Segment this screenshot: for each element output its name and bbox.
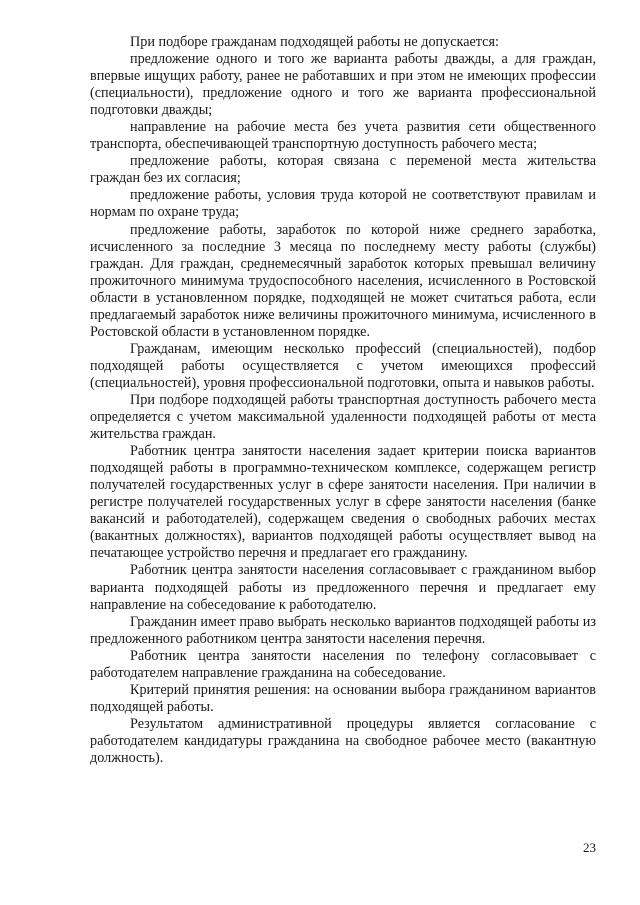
paragraph-list-item: направление на рабочие места без учета развития сети общественного транспорта, обеспечивающей транспортную доступность рабочего места; [90, 119, 596, 153]
paragraph: Работник центра занятости населения по телефону согласовывает с работодателем направление гражданина на собеседование. [90, 647, 596, 681]
paragraph-list-item: предложение работы, условия труда которой не соответствуют правилам и нормам по охране труда; [90, 187, 596, 221]
paragraph-list-item: предложение работы, которая связана с переменой места жительства граждан без их согласия; [90, 153, 596, 187]
paragraph: Работник центра занятости населения задает критерии поиска вариантов подходящей работы в программно-техническом комплексе, содержащем регистр получателей государственных услуг в сфере занятости населения. При наличии в регистре получателей государственных услуг в сфере занятости населения (банке вакансий и работодателей), содержащем сведения о свободных рабочих местах (вакантных должностях), вариантов подходящей работы осуществляет вывод на печатающее устройство перечня и предлагает его гражданину. [90, 443, 596, 562]
paragraph: При подборе подходящей работы транспортная доступность рабочего места определяется с учетом максимальной удаленности подходящей работы от места жительства граждан. [90, 391, 596, 443]
paragraph: Критерий принятия решения: на основании выбора гражданином вариантов подходящей работы. [90, 681, 596, 715]
page-number: 23 [583, 840, 596, 855]
paragraph: Гражданам, имеющим несколько профессий (специальностей), подбор подходящей работы осуществляется с учетом имеющихся профессий (специальностей), уровня профессиональной подготовки, опыта и навыков работы. [90, 340, 596, 391]
paragraph-intro: При подборе гражданам подходящей работы не допускается: [130, 34, 499, 50]
paragraph-list-item: предложение работы, заработок по которой ниже среднего заработка, исчисленного за последние 3 месяца по последнему месту работы (службы) граждан. Для граждан, среднемесячный заработок которых превышал величину прожиточного минимума трудоспособного населения, исчисленного в Ростовской области в установленном порядке, подходящей не может считаться работа, если предлагаемый заработок ниже величины прожиточного минимума, исчисленного в Ростовской области в установленном порядке. [90, 221, 596, 340]
paragraph: Работник центра занятости населения согласовывает с гражданином выбор варианта подходящей работы из предложенного перечня и предлагает ему направление на собеседование к работодателю. [90, 562, 596, 613]
paragraph-list-item: предложение одного и того же варианта работы дважды, а для граждан, впервые ищущих работу, ранее не работавших и при этом не имеющих профессии (специальности), предложение одного и того же варианта профессиональной подготовки дважды; [90, 51, 596, 119]
paragraph: Результатом административной процедуры является согласование с работодателем кандидатуры гражданина на свободное рабочее место (вакантную должность). [90, 715, 596, 766]
paragraph: Гражданин имеет право выбрать несколько вариантов подходящей работы из предложенного работником центра занятости населения перечня. [90, 613, 596, 647]
document-body [90, 34, 596, 767]
